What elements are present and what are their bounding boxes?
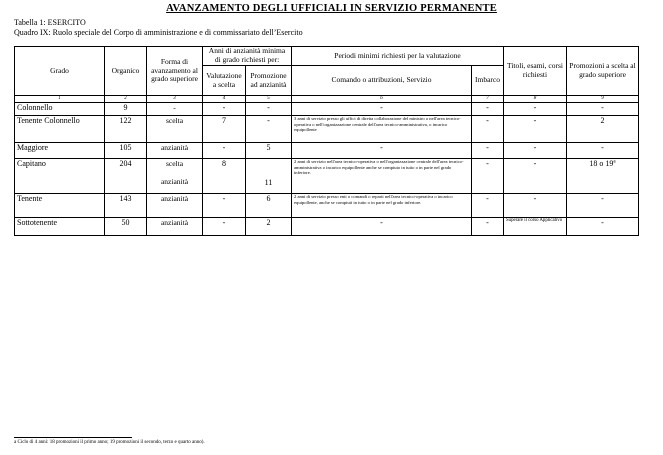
cell-imbarco: - xyxy=(472,103,504,116)
header-promozione: Promozione ad anzianità xyxy=(246,66,292,96)
table-row xyxy=(15,143,639,159)
quadro-label: Quadro IX: Ruolo speciale del Corpo di amministrazione e di commissariato dell’Esercito xyxy=(14,28,303,37)
column-number-row xyxy=(15,96,639,103)
cell-promozione xyxy=(246,159,292,194)
cell-forma: scelta xyxy=(147,116,203,143)
cell-valutazione: - xyxy=(203,218,246,236)
table-row xyxy=(15,194,639,218)
cell-grado: Tenente Colonnello xyxy=(15,116,105,143)
table-row xyxy=(15,218,639,236)
header-organico: Organico xyxy=(105,47,147,96)
cell-valutazione: 7 xyxy=(203,116,246,143)
footnote-marker: a xyxy=(613,159,616,165)
cell-organico: 204 xyxy=(105,159,147,194)
cell-organico: 105 xyxy=(105,143,147,159)
cell-titoli xyxy=(504,218,567,236)
cell-valutazione: - xyxy=(203,143,246,159)
cell-promozione: 2 xyxy=(246,218,292,236)
cell-promozioni: - xyxy=(567,194,639,218)
titoli-text: Superare il corso Applicativo xyxy=(506,218,563,223)
cell-grado: Maggiore xyxy=(15,143,105,159)
footnote: a Ciclo di 4 anni: 18 promozioni il primo anno; 19 promozioni il secondo, terzo e quarto anno). xyxy=(14,440,205,445)
cell-promozione: 6 xyxy=(246,194,292,218)
cell-promozioni: 2 xyxy=(567,116,639,143)
header-promozioni: Promozioni a scelta al grado superiore xyxy=(567,47,639,96)
header-titoli: Titoli, esami, corsi richiesti xyxy=(504,47,567,96)
cell-imbarco: - xyxy=(472,159,504,194)
cell-titoli: - xyxy=(504,194,567,218)
column-number: 6 xyxy=(292,96,472,103)
table-row xyxy=(15,159,639,194)
cell-imbarco: - xyxy=(472,194,504,218)
column-number: 3 xyxy=(147,96,203,103)
table-label: Tabella 1: ESERCITO xyxy=(14,18,86,27)
header-forma: Forma di avanzamento al grado superiore xyxy=(147,47,203,96)
cell-organico: 122 xyxy=(105,116,147,143)
forma-anzianita: anzianità xyxy=(160,177,189,186)
forma-scelta: scelta xyxy=(165,159,184,168)
cell-imbarco: - xyxy=(472,143,504,159)
column-number: 1 xyxy=(15,96,105,103)
cell-comando: 2 anni di servizio presso enti o comandi o reparti nell'area tecnico-operativa o incarico equipollente, anche se compiuti in tutto o in parte nel grado inferiore. xyxy=(292,194,472,218)
cell-organico: 143 xyxy=(105,194,147,218)
cell-comando: 2 anni di servizio nell'area tecnico-operativa o nell'organizzazione centrale dell'area tecnico-amministrativa o incarico equipollente anche se compiuto in tutto o in parte nel grado inferiore. xyxy=(292,159,472,194)
cell-comando: 3 anni di servizio presso gli uffici di diretta collaborazione del ministro o nell'area tecnico-operativa o nell'organizzazione centrale dell'area tecnico-amministrativa, o incarico equipollente xyxy=(292,116,472,143)
cell-grado: Tenente xyxy=(15,194,105,218)
footnote-separator xyxy=(14,437,132,438)
column-number: 9 xyxy=(567,96,639,103)
column-number: 2 xyxy=(105,96,147,103)
promozione-value: 11 xyxy=(264,178,273,187)
cell-valutazione: - xyxy=(203,103,246,116)
header-comando: Comando o attribuzioni, Servizio xyxy=(292,66,472,96)
cell-titoli: - xyxy=(504,143,567,159)
cell-forma: anzianità xyxy=(147,194,203,218)
cell-forma xyxy=(147,159,203,194)
header-periodi-group: Periodi minimi richiesti per la valutazione xyxy=(292,47,504,66)
cell-titoli: - xyxy=(504,116,567,143)
header-grado: Grado xyxy=(15,47,105,96)
cell-comando: - xyxy=(292,143,472,159)
cell-promozioni: - xyxy=(567,143,639,159)
avanzamento-table xyxy=(14,46,639,236)
cell-organico: 9 xyxy=(105,103,147,116)
promozioni-value: 18 o 19 xyxy=(589,159,614,168)
document-title: AVANZAMENTO DEGLI UFFICIALI IN SERVIZIO PERMANENTE xyxy=(166,3,497,14)
cell-valutazione: 8 xyxy=(203,159,246,194)
column-number: 8 xyxy=(504,96,567,103)
header-anni-group: Anni di anzianità minima di grado richiesti per: xyxy=(203,47,292,66)
cell-forma: anzianità xyxy=(147,143,203,159)
header-valutazione: Valutazione a scelta xyxy=(203,66,246,96)
column-number: 4 xyxy=(203,96,246,103)
cell-promozioni xyxy=(567,159,639,194)
cell-imbarco: - xyxy=(472,218,504,236)
cell-titoli: - xyxy=(504,103,567,116)
cell-promozione: - xyxy=(246,103,292,116)
cell-valutazione: - xyxy=(203,194,246,218)
cell-forma: - xyxy=(147,103,203,116)
cell-organico: 50 xyxy=(105,218,147,236)
column-number: 7 xyxy=(472,96,504,103)
cell-comando: - xyxy=(292,218,472,236)
cell-forma: anzianità xyxy=(147,218,203,236)
header-imbarco: Imbarco xyxy=(472,66,504,96)
table-row xyxy=(15,103,639,116)
cell-promozione: - xyxy=(246,116,292,143)
cell-titoli: - xyxy=(504,159,567,194)
cell-comando: - xyxy=(292,103,472,116)
cell-imbarco: - xyxy=(472,116,504,143)
cell-grado: Sottotenente xyxy=(15,218,105,236)
cell-grado: Capitano xyxy=(15,159,105,194)
cell-promozioni: - xyxy=(567,218,639,236)
cell-promozioni: - xyxy=(567,103,639,116)
column-number: 5 xyxy=(246,96,292,103)
cell-grado: Colonnello xyxy=(15,103,105,116)
table-row xyxy=(15,116,639,143)
cell-promozione: 5 xyxy=(246,143,292,159)
